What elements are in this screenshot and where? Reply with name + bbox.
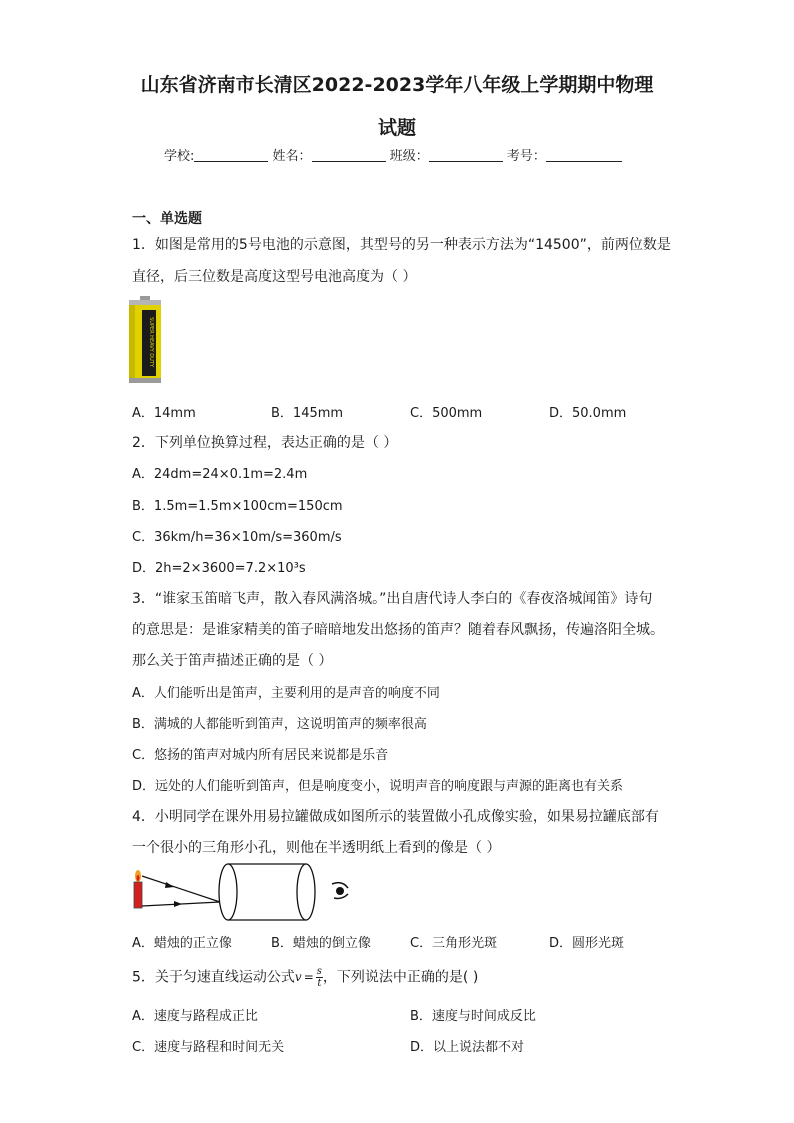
q3-option-a[interactable]: A．人们能听出是笛声，主要利用的是声音的响度不同 bbox=[132, 686, 440, 701]
q2-option-b[interactable]: B．1.5m=1.5m×100cm=150cm bbox=[132, 499, 343, 514]
q5-stem-after: ，下列说法中正确的是( ) bbox=[322, 969, 479, 986]
q1-option-a[interactable]: A．14mm bbox=[132, 406, 196, 421]
candle bbox=[134, 870, 142, 908]
formula-lhs: v bbox=[294, 970, 302, 984]
q3-stem-line1: 3．“谁家玉笛暗飞声，散入春风满洛城。”出自唐代诗人李白的《春夜洛城闻笛》诗句 bbox=[132, 591, 653, 607]
q4-option-a[interactable]: A．蜡烛的正立像 bbox=[132, 936, 232, 951]
q4-option-c[interactable]: C．三角形光斑 bbox=[410, 936, 498, 951]
student-info-row bbox=[164, 145, 622, 164]
school-label: 学校: bbox=[164, 149, 195, 164]
q3-option-c[interactable]: C．悠扬的笛声对城内所有居民来说都是乐音 bbox=[132, 748, 389, 763]
formula-denominator: t bbox=[317, 978, 322, 989]
q4-stem-line2: 一个很小的三角形小孔，则他在半透明纸上看到的像是（ ） bbox=[132, 840, 501, 856]
q5-option-a[interactable]: A．速度与路程成正比 bbox=[132, 1009, 258, 1024]
exam-number-label: 考号： bbox=[506, 149, 546, 164]
q5-option-b[interactable]: B．速度与时间成反比 bbox=[410, 1009, 536, 1024]
q4-option-b[interactable]: B．蜡烛的倒立像 bbox=[271, 936, 371, 951]
q3-option-b[interactable]: B．满城的人都能听到笛声，这说明笛声的频率很高 bbox=[132, 717, 427, 732]
eye-icon bbox=[332, 883, 348, 899]
battery-label-text: SUPER HEAVY DUTY bbox=[148, 317, 154, 367]
q1-option-c[interactable]: C．500mm bbox=[410, 406, 483, 421]
formula-numerator: s bbox=[316, 966, 322, 977]
q1-option-d[interactable]: D．50.0mm bbox=[549, 406, 627, 421]
q4-option-d[interactable]: D．圆形光斑 bbox=[549, 936, 625, 951]
exam-number-blank[interactable] bbox=[546, 147, 622, 162]
q5-option-d[interactable]: D．以上说法都不对 bbox=[410, 1040, 525, 1055]
q2-option-d[interactable]: D．2h=2×3600=7.2×10³s bbox=[132, 561, 306, 576]
pinhole-camera-figure bbox=[128, 860, 358, 922]
q3-option-d[interactable]: D．远处的人们能听到笛声，但是响度变小，说明声音的响度跟与声源的距离也有关系 bbox=[132, 779, 624, 794]
q1-stem-line2: 直径，后三位数是高度这型号电池高度为（ ） bbox=[132, 269, 417, 285]
q2-stem: 2．下列单位换算过程，表达正确的是（ ） bbox=[132, 435, 398, 451]
exam-title-line1: 山东省济南市长清区2022-2023学年八年级上学期期中物理 bbox=[140, 74, 654, 96]
q2-option-a[interactable]: A．24dm=24×0.1m=2.4m bbox=[132, 467, 308, 482]
class-label: 班级： bbox=[389, 149, 429, 164]
q3-stem-line3: 那么关于笛声描述正确的是（ ） bbox=[132, 653, 333, 669]
q5-option-c[interactable]: C．速度与路程和时间无关 bbox=[132, 1040, 285, 1055]
q4-stem-line1: 4．小明同学在课外用易拉罐做成如图所示的装置做小孔成像实验，如果易拉罐底部有 bbox=[132, 809, 659, 825]
name-blank[interactable] bbox=[312, 147, 386, 162]
q5-stem bbox=[132, 966, 478, 989]
velocity-formula bbox=[295, 966, 323, 989]
q2-option-c[interactable]: C．36km/h=36×10m/s=360m/s bbox=[132, 530, 342, 545]
name-label: 姓名： bbox=[272, 149, 312, 164]
q1-option-b[interactable]: B．145mm bbox=[271, 406, 344, 421]
class-blank[interactable] bbox=[429, 147, 503, 162]
q3-stem-line2: 的意思是：是谁家精美的笛子暗暗地发出悠扬的笛声？随着春风飘扬，传遍洛阳全城。 bbox=[132, 622, 664, 638]
q1-stem-line1: 1．如图是常用的5号电池的示意图，其型号的另一种表示方法为“14500”，前两位数是 bbox=[132, 237, 671, 253]
formula-eq: = bbox=[303, 970, 314, 984]
q5-stem-before: 5．关于匀速直线运动公式 bbox=[132, 969, 295, 986]
exam-title-line2: 试题 bbox=[377, 117, 416, 139]
battery-figure bbox=[128, 296, 162, 384]
section-title: 一、单选题 bbox=[132, 211, 202, 227]
school-blank[interactable] bbox=[194, 147, 268, 162]
